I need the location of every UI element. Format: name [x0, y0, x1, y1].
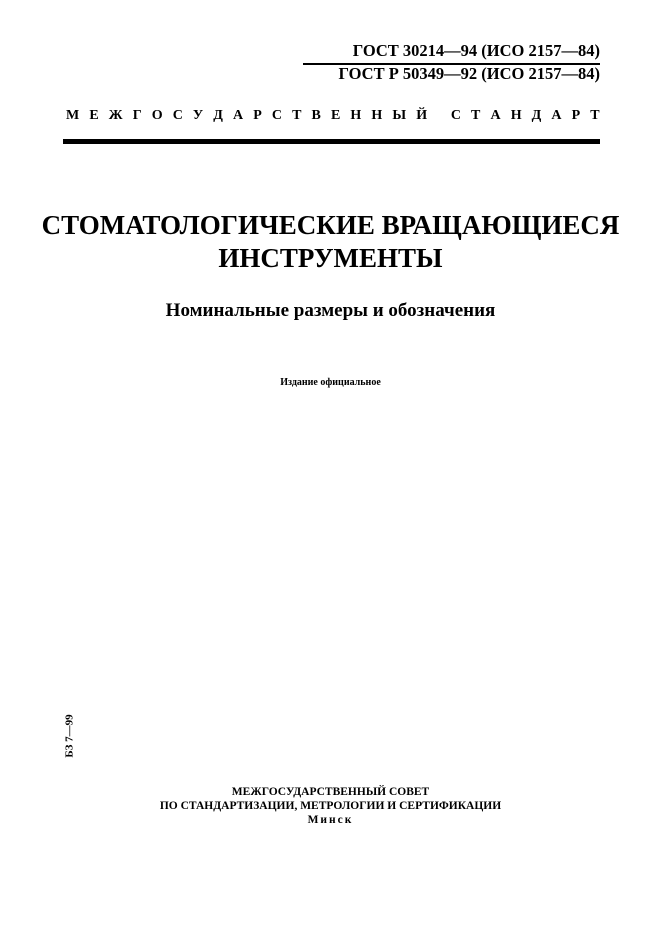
heading-letter [437, 108, 441, 124]
heading-letter: А [551, 108, 562, 123]
heading-letter: В [311, 108, 321, 123]
heading-letter: Н [350, 108, 362, 123]
heading-letter: Н [371, 108, 383, 123]
heading-letter: А [490, 108, 501, 123]
heading-letter: А [233, 108, 244, 123]
heading-letter: С [172, 108, 183, 123]
heading-letter: У [192, 108, 204, 123]
heading-letter: Ж [108, 108, 123, 123]
heading-letter: Е [330, 108, 341, 123]
document-title-line-1: СТОМАТОЛОГИЧЕСКИЕ ВРАЩАЮЩИЕСЯ [41, 210, 620, 240]
heading-rule [63, 139, 600, 144]
edition-note: Издание официальное [280, 377, 381, 388]
heading-letter: С [271, 108, 283, 123]
heading-letter: Н [510, 108, 522, 123]
side-mark: БЗ 7—99 [63, 714, 76, 758]
publisher-city: Минск [307, 814, 354, 826]
heading-letter: Т [590, 108, 600, 123]
publisher-line-1: МЕЖГОСУДАРСТВЕННЫЙ СОВЕТ [231, 786, 430, 798]
heading-letter: С [450, 108, 461, 123]
heading-letter: Й [416, 108, 428, 123]
heading-letter: М [66, 108, 80, 123]
heading-letter: Т [292, 108, 302, 123]
publisher-line-2: ПО СТАНДАРТИЗАЦИИ, МЕТРОЛОГИИ И СЕРТИФИКАЦИИ [159, 800, 502, 812]
document-subtitle: Номинальные размеры и обозначения [165, 300, 496, 321]
gost-number-2: ГОСТ Р 50349—92 (ИСО 2157—84) [338, 64, 600, 83]
gost-number-1: ГОСТ 30214—94 (ИСО 2157—84) [352, 41, 600, 60]
heading-letter: Ы [392, 108, 407, 123]
standard-type-heading [66, 108, 600, 124]
heading-letter: Р [571, 108, 581, 123]
heading-letter: Д [531, 108, 542, 123]
heading-letter: Д [213, 108, 223, 123]
heading-letter: Г [132, 108, 142, 123]
heading-letter: О [151, 108, 163, 123]
document-title-line-2: ИНСТРУМЕНТЫ [218, 243, 443, 273]
heading-letter: Р [253, 108, 262, 123]
heading-letter: Т [471, 108, 481, 123]
heading-letter: Е [89, 108, 99, 123]
